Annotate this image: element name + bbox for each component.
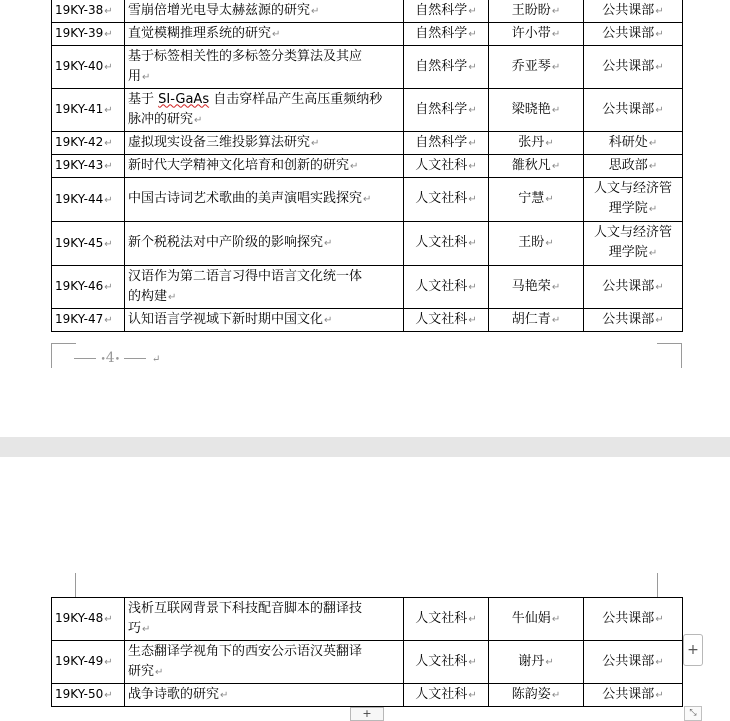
project-leader: 谢丹 [518, 653, 545, 669]
project-title: 新个税税法对中产阶级的影响探究 [128, 235, 324, 250]
table-row[interactable] [52, 89, 683, 132]
project-leader: 宁慧 [518, 191, 545, 206]
add-column-button[interactable]: + [683, 634, 703, 666]
project-department: 人文与经济管 [593, 225, 672, 240]
page-corner-mark-right [657, 343, 682, 368]
project-title-cell[interactable] [125, 178, 404, 222]
project-category: 自然科学 [415, 58, 468, 74]
project-title: 脉冲的研究 [128, 111, 194, 127]
paragraph-mark: ↵ [168, 291, 177, 303]
project-department: 公共课部 [602, 686, 655, 702]
paragraph-mark: ↵ [468, 689, 477, 701]
project-department: 科研处 [608, 134, 648, 150]
project-department-cell[interactable] [584, 178, 683, 222]
table-row[interactable] [52, 598, 683, 641]
paragraph-mark: ↵ [551, 314, 561, 326]
project-title-cell[interactable] [125, 46, 404, 89]
paragraph-mark: ↵ [468, 238, 477, 249]
footer-dash-left [74, 358, 96, 359]
project-title: 巧 [128, 620, 142, 636]
paragraph-mark: ↵ [545, 238, 554, 249]
project-leader: 陈韵姿 [511, 686, 551, 702]
paragraph-mark: ↵ [468, 656, 477, 668]
paragraph-mark: ↵ [468, 28, 477, 40]
paragraph-mark: ↵ [468, 194, 477, 205]
project-code-cell[interactable] [52, 178, 125, 222]
page-corner-mark-left [51, 343, 76, 368]
project-department-cell[interactable] [584, 266, 683, 309]
project-department: 公共课部 [602, 610, 655, 626]
project-department-cell[interactable] [584, 89, 683, 132]
project-title-cell[interactable] [125, 309, 404, 332]
paragraph-mark: ↵ [104, 105, 113, 116]
project-leader-cell[interactable] [489, 598, 584, 641]
project-category: 自然科学 [415, 101, 468, 117]
project-leader: 梁晓艳 [511, 101, 551, 117]
add-row-button[interactable]: + [350, 707, 384, 721]
project-title-cell[interactable] [125, 222, 404, 266]
table-row[interactable] [52, 309, 683, 332]
project-title: 战争诗歌的研究 [128, 686, 220, 702]
project-category-cell[interactable] [404, 155, 489, 178]
paragraph-mark: ↵ [655, 5, 664, 17]
project-code: 19KY-39 [55, 26, 104, 40]
table-row[interactable] [52, 641, 683, 684]
project-code-cell[interactable] [52, 684, 125, 707]
paragraph-mark: ↵ [151, 354, 161, 365]
paragraph-mark: ↵ [468, 61, 477, 73]
paragraph-mark: ↵ [104, 238, 113, 250]
project-leader-cell[interactable] [489, 46, 584, 89]
paragraph-mark: ↵ [104, 657, 113, 668]
project-department: 公共课部 [602, 278, 655, 294]
project-title: 浅析互联网背景下科技配音脚本的翻译技 [128, 600, 363, 616]
project-leader-cell[interactable] [489, 155, 584, 178]
paragraph-mark: ↵ [104, 6, 113, 17]
project-title: 基于标签相关性的多标签分类算法及其应 [128, 48, 363, 64]
page-footer: •4• ↵ [74, 350, 160, 366]
project-code-cell[interactable] [52, 155, 125, 178]
project-department-cell[interactable] [584, 23, 683, 46]
project-category-cell[interactable] [404, 89, 489, 132]
paragraph-mark: ↵ [104, 690, 113, 701]
paragraph-mark: ↵ [655, 28, 664, 40]
paragraph-mark: ↵ [194, 114, 203, 126]
table-row[interactable] [52, 132, 683, 155]
project-category-cell[interactable] [404, 23, 489, 46]
project-category-cell[interactable] [404, 132, 489, 155]
page-corner-mark-right-bottom [657, 573, 682, 598]
project-code: 19KY-40 [55, 59, 104, 73]
project-title-cell[interactable] [125, 641, 404, 684]
project-department-cell[interactable] [584, 222, 683, 266]
project-category-cell[interactable] [404, 641, 489, 684]
project-department-cell[interactable] [584, 46, 683, 89]
project-department: 公共课部 [602, 58, 655, 74]
project-code-cell[interactable] [52, 132, 125, 155]
project-category: 人文社科 [415, 610, 468, 626]
project-code: 19KY-50 [55, 687, 104, 701]
paragraph-mark: ↵ [655, 104, 664, 116]
project-code: 19KY-43 [55, 158, 104, 172]
paragraph-mark: ↵ [468, 137, 477, 149]
project-title-cell[interactable] [125, 266, 404, 309]
project-department: 公共课部 [602, 2, 655, 18]
project-title-cell[interactable] [125, 684, 404, 707]
project-department: 公共课部 [602, 653, 655, 669]
project-department-cell[interactable] [584, 641, 683, 684]
project-code-cell[interactable] [52, 23, 125, 46]
project-category-cell[interactable] [404, 309, 489, 332]
project-title-cell[interactable] [125, 23, 404, 46]
paragraph-mark: ↵ [551, 28, 561, 40]
project-leader-cell[interactable] [489, 23, 584, 46]
project-title: 汉语作为第二语言习得中语言文化统一体 [128, 268, 363, 284]
project-title-cell[interactable] [125, 89, 404, 132]
project-title: 虚拟现实设备三维投影算法研究 [128, 134, 311, 150]
paragraph-mark: ↵ [468, 314, 477, 326]
table-row[interactable] [52, 178, 683, 222]
project-code: 19KY-42 [55, 135, 104, 149]
project-code: 19KY-45 [55, 235, 104, 250]
project-department: 公共课部 [602, 101, 655, 117]
paragraph-mark: ↵ [468, 160, 477, 172]
project-leader-cell[interactable] [489, 0, 584, 23]
paragraph-mark: ↵ [142, 623, 151, 635]
paragraph-mark: ↵ [655, 613, 664, 625]
paragraph-mark: ↵ [648, 137, 658, 149]
paragraph-mark: ↵ [545, 656, 554, 668]
paragraph-mark: ↵ [104, 315, 113, 326]
project-table-top[interactable] [51, 0, 683, 332]
project-leader-cell[interactable] [489, 89, 584, 132]
paragraph-mark: ↵ [545, 194, 554, 205]
project-title-cell[interactable] [125, 598, 404, 641]
table-row[interactable] [52, 46, 683, 89]
paragraph-mark: ↵ [551, 5, 561, 17]
project-leader-cell[interactable] [489, 222, 584, 266]
paragraph-mark: ↵ [545, 137, 554, 149]
table-row[interactable] [52, 0, 683, 23]
paragraph-mark: ↵ [551, 61, 561, 73]
project-department-cell[interactable] [584, 684, 683, 707]
paragraph-mark: ↵ [551, 613, 561, 625]
table-row[interactable] [52, 222, 683, 266]
paragraph-mark: ↵ [551, 104, 561, 116]
project-department: 公共课部 [602, 311, 655, 327]
page-number: 4 [105, 350, 115, 366]
project-code-cell[interactable] [52, 0, 125, 23]
project-leader: 王盼盼 [511, 2, 551, 18]
project-code-cell[interactable] [52, 309, 125, 332]
paragraph-mark: ↵ [104, 194, 113, 206]
paragraph-mark: ↵ [468, 104, 477, 116]
project-leader: 马艳荣 [511, 278, 551, 294]
project-category-cell[interactable] [404, 684, 489, 707]
project-title: 用 [128, 68, 142, 84]
paragraph-mark: ↵ [104, 29, 113, 40]
paragraph-mark: ↵ [363, 194, 372, 205]
project-title: 生态翻译学视角下的西安公示语汉英翻译 [128, 643, 363, 659]
paragraph-mark: ↵ [155, 666, 164, 678]
paragraph-mark: ↵ [350, 160, 359, 172]
project-category-cell[interactable] [404, 266, 489, 309]
paragraph-mark: ↵ [104, 161, 113, 172]
paragraph-mark: ↵ [468, 281, 477, 293]
project-code: 19KY-44 [55, 191, 104, 206]
paragraph-mark: ↵ [648, 160, 658, 172]
paragraph-mark: ↵ [655, 689, 664, 701]
project-leader-cell[interactable] [489, 684, 584, 707]
project-leader-cell[interactable] [489, 266, 584, 309]
table-resize-handle[interactable]: ⤡ [684, 706, 702, 721]
project-title-cell[interactable] [125, 155, 404, 178]
project-category: 人文社科 [415, 686, 468, 702]
project-category-cell[interactable] [404, 222, 489, 266]
paragraph-mark: ↵ [272, 28, 281, 40]
project-title: 新时代大学精神文化培育和创新的研究 [128, 157, 350, 173]
project-code: 19KY-49 [55, 654, 104, 668]
project-leader-cell[interactable] [489, 309, 584, 332]
project-code-cell[interactable] [52, 641, 125, 684]
project-category: 自然科学 [415, 25, 468, 41]
page-gap [0, 437, 730, 457]
project-category-cell[interactable] [404, 598, 489, 641]
paragraph-mark: ↵ [468, 5, 477, 17]
project-category: 人文社科 [415, 157, 468, 173]
project-department-cell[interactable] [584, 155, 683, 178]
project-code: 19KY-46 [55, 279, 104, 293]
project-code: 19KY-38 [55, 3, 104, 17]
table-row[interactable] [52, 155, 683, 178]
document-page-bottom [0, 457, 730, 719]
paragraph-mark: ↵ [311, 5, 320, 17]
project-leader: 牛仙娟 [511, 610, 551, 626]
paragraph-mark: ↵ [551, 160, 561, 172]
project-title-cell[interactable] [125, 132, 404, 155]
paragraph-mark: ↵ [104, 138, 113, 149]
project-title: 基于 SI-GaAs 自击穿样品产生高压重频纳秒 [128, 91, 383, 107]
project-title: 的构建 [128, 288, 168, 304]
project-department-cell[interactable] [584, 132, 683, 155]
project-department: 人文与经济管 [593, 181, 672, 196]
project-code-cell[interactable] [52, 46, 125, 89]
project-department: 公共课部 [602, 25, 655, 41]
project-category-cell[interactable] [404, 46, 489, 89]
paragraph-mark: ↵ [142, 71, 151, 83]
table-row[interactable] [52, 684, 683, 707]
paragraph-mark: ↵ [324, 238, 333, 249]
project-category: 人文社科 [415, 311, 468, 327]
project-leader: 许小带 [511, 25, 551, 41]
project-code: 19KY-41 [55, 102, 104, 116]
project-title-cell[interactable] [125, 0, 404, 23]
project-leader: 王盼 [518, 235, 545, 250]
paragraph-mark: ↵ [655, 656, 664, 668]
paragraph-mark: ↵ [468, 613, 477, 625]
paragraph-mark: ↵ [655, 314, 664, 326]
project-title: 雪崩倍增光电导太赫兹源的研究 [128, 2, 311, 18]
project-leader: 张丹 [518, 134, 545, 150]
project-code-cell[interactable] [52, 598, 125, 641]
project-category: 自然科学 [415, 2, 468, 18]
project-category: 人文社科 [415, 278, 468, 294]
project-department: 思政部 [608, 157, 648, 173]
paragraph-mark: ↵ [324, 314, 333, 326]
project-title: 中国古诗词艺术歌曲的美声演唱实践探究 [128, 191, 363, 206]
project-leader-cell[interactable] [489, 132, 584, 155]
paragraph-mark: ↵ [655, 61, 664, 73]
paragraph-mark: ↵ [104, 614, 113, 625]
paragraph-mark: ↵ [311, 137, 320, 149]
project-code-cell[interactable] [52, 89, 125, 132]
page-corner-mark-left-bottom [51, 573, 76, 598]
paragraph-mark: ↵ [551, 281, 561, 293]
paragraph-mark: ↵ [104, 62, 113, 73]
project-code-cell[interactable] [52, 266, 125, 309]
project-leader: 雒秋凡 [511, 157, 551, 173]
project-category: 自然科学 [415, 134, 468, 150]
project-department-cell[interactable] [584, 598, 683, 641]
project-leader-cell[interactable] [489, 641, 584, 684]
project-category-cell[interactable] [404, 178, 489, 222]
project-category: 人文社科 [415, 235, 468, 250]
paragraph-mark: ↵ [648, 204, 658, 215]
table-row[interactable] [52, 23, 683, 46]
paragraph-mark: ↵ [655, 281, 664, 293]
paragraph-mark: ↵ [220, 689, 229, 701]
project-title: 认知语言学视域下新时期中国文化 [128, 311, 324, 327]
paragraph-mark: ↵ [104, 282, 113, 293]
table-row[interactable] [52, 266, 683, 309]
project-table-bottom[interactable] [51, 597, 683, 707]
paragraph-mark: ↵ [648, 248, 658, 259]
project-department-cell[interactable] [584, 0, 683, 23]
project-department: 理学院 [608, 245, 648, 260]
paragraph-mark: ↵ [551, 689, 561, 701]
project-leader: 乔亚琴 [511, 58, 551, 74]
project-leader: 胡仁青 [511, 311, 551, 327]
project-category: 人文社科 [415, 191, 468, 206]
footer-dash-right [124, 358, 146, 359]
project-category: 人文社科 [415, 653, 468, 669]
project-department-cell[interactable] [584, 309, 683, 332]
project-code: 19KY-48 [55, 611, 104, 625]
project-department: 理学院 [608, 201, 648, 216]
project-code-cell[interactable] [52, 222, 125, 266]
project-title: 直觉模糊推理系统的研究 [128, 25, 272, 41]
project-title: 研究 [128, 663, 155, 679]
project-leader-cell[interactable] [489, 178, 584, 222]
project-category-cell[interactable] [404, 0, 489, 23]
project-code: 19KY-47 [55, 312, 104, 326]
